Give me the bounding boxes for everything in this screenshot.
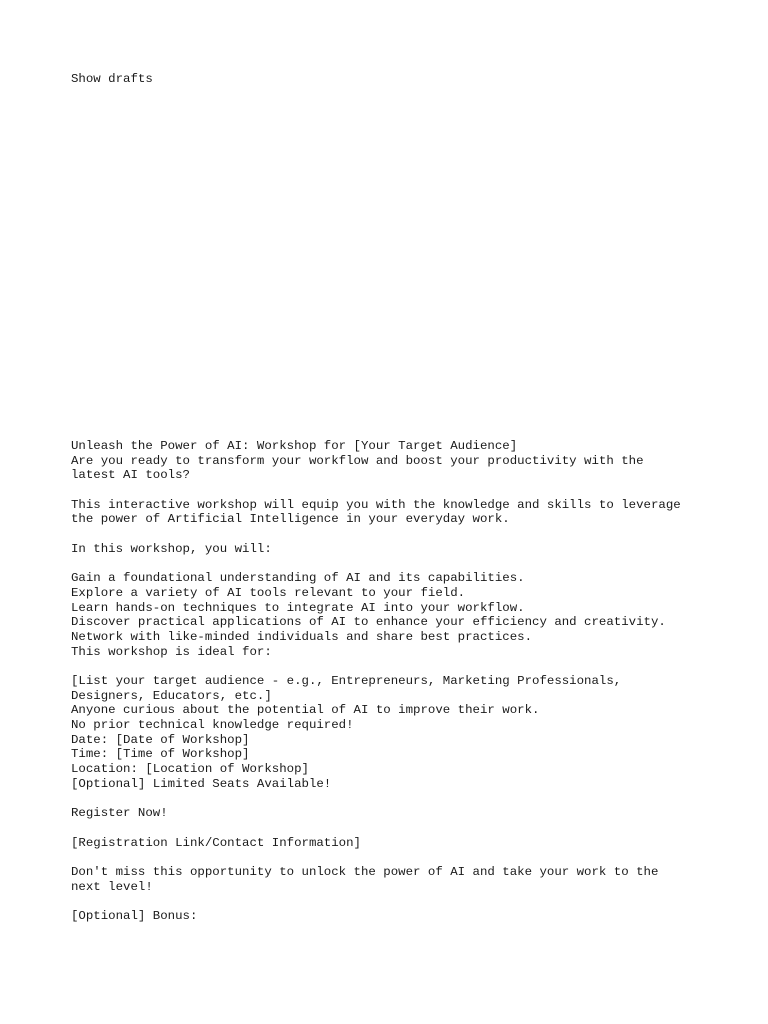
intro-line: Are you ready to transform your workflow and boost your productivity with the — [71, 453, 644, 468]
register-now: Register Now! — [71, 806, 168, 821]
closing-line: Don't miss this opportunity to unlock the power of AI and take your work to the — [71, 864, 659, 879]
intro-line: latest AI tools? — [71, 468, 190, 483]
no-prior-knowledge: No prior technical knowledge required! — [71, 718, 354, 733]
spacer — [71, 821, 681, 836]
audience-curious: Anyone curious about the potential of AI to improve their work. — [71, 703, 540, 718]
will-heading: In this workshop, you will: — [71, 541, 272, 556]
benefit-item: Gain a foundational understanding of AI and its capabilities. — [71, 571, 525, 586]
benefit-item: Network with like-minded individuals and share best practices. — [71, 629, 533, 644]
bonus-line: [Optional] Bonus: — [71, 909, 198, 923]
audience-line: [List your target audience - e.g., Entrepreneurs, Marketing Professionals, — [71, 674, 622, 688]
workshop-date: Date: [Date of Workshop] — [71, 732, 250, 747]
ideal-heading: This workshop is ideal for: — [71, 644, 272, 659]
registration-link: [Registration Link/Contact Information] — [71, 835, 361, 850]
spacer — [71, 483, 681, 498]
spacer — [71, 894, 681, 909]
audience-line: Designers, Educators, etc.] — [71, 688, 272, 703]
benefit-item: Explore a variety of AI tools relevant to your field. — [71, 585, 466, 600]
benefit-item: Learn hands-on techniques to integrate AI into your workflow. — [71, 600, 525, 615]
workshop-location: Location: [Location of Workshop] — [71, 762, 309, 777]
spacer — [71, 792, 681, 807]
spacer — [71, 557, 681, 572]
spacer — [71, 850, 681, 865]
description-line: the power of Artificial Intelligence in your everyday work. — [71, 512, 510, 527]
description-line: This interactive workshop will equip you with the knowledge and skills to leverage — [71, 497, 681, 512]
document-title: Unleash the Power of AI: Workshop for [Your Target Audience] — [71, 439, 518, 453]
spacer — [71, 659, 681, 674]
spacer — [71, 527, 681, 542]
limited-seats: [Optional] Limited Seats Available! — [71, 776, 332, 791]
draft-content — [71, 439, 681, 924]
show-drafts-button[interactable]: Show drafts — [71, 72, 153, 86]
workshop-time: Time: [Time of Workshop] — [71, 747, 250, 762]
closing-line: next level! — [71, 879, 153, 894]
benefit-item: Discover practical applications of AI to enhance your efficiency and creativity. — [71, 615, 666, 630]
